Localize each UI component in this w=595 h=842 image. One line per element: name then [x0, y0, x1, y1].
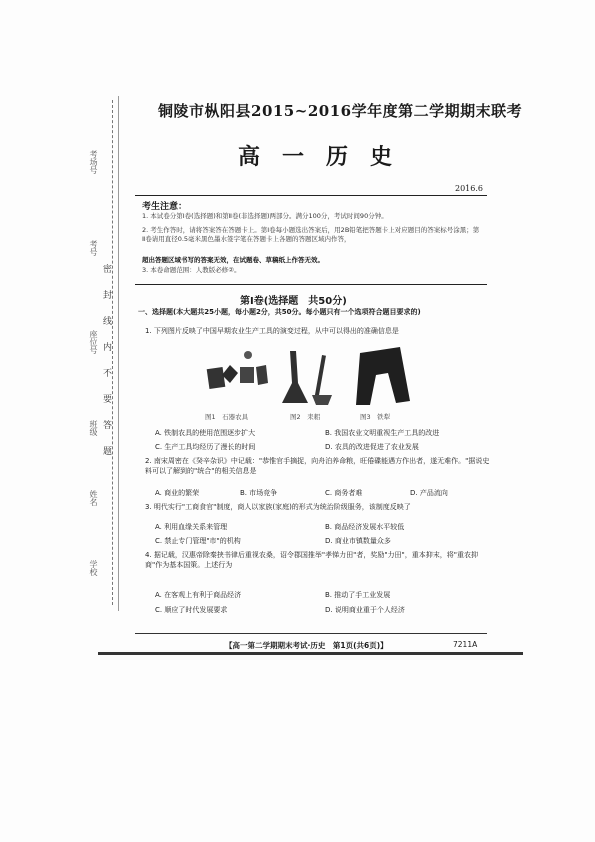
- divider: [135, 284, 487, 285]
- part-title: 第Ⅰ卷(选择题 共50分): [240, 296, 347, 307]
- answer-option: A. 利用血缘关系来管理: [155, 523, 228, 531]
- seal-char: 密: [103, 262, 112, 275]
- farming-tools-figure: [200, 343, 415, 411]
- note-item: 1. 本试卷分第Ⅰ卷(选择题)和第Ⅱ卷(非选择题)两部分。满分100分，考试时间90分钟。: [142, 212, 388, 220]
- answer-option: B. 市场竞争: [240, 489, 278, 497]
- answer-option: D. 商业市镇数量众多: [325, 537, 391, 545]
- question-stem: 1. 下列图片反映了中国早期农业生产工具的演变过程，从中可以得出的准确信息是: [145, 327, 399, 335]
- answer-option: C. 禁止专门管理"市"的机构: [155, 537, 241, 545]
- seal-char: 答: [103, 418, 112, 431]
- answer-option: A. 在客观上有利于商品经济: [155, 591, 242, 599]
- answer-option: B. 推动了手工业发展: [325, 591, 391, 599]
- exam-date: 2016.6: [455, 184, 483, 193]
- scan-edge: [98, 652, 523, 655]
- margin-label-school: 学校: [89, 560, 98, 576]
- answer-option: D. 产品流向: [410, 489, 448, 497]
- question-stem: 3. 明代实行"工商食官"制度，商人以家族(家庭)的形式为统治阶级服务，该制度反映了: [145, 503, 411, 511]
- divider: [135, 633, 487, 634]
- note-emphasis-text: 超出答题区域书写的答案无效，在试题卷、草稿纸上作答无效。: [142, 256, 324, 264]
- margin-label-exam-number: 考号: [89, 240, 98, 256]
- question-stem: 4. 据记载，汉惠帝除秦挟书律后重视农桑，诏令郡国推举"孝悌力田"者，奖励"力田"，重本抑末，将"重农抑商"作为基本国策。上述行为: [145, 551, 479, 569]
- subject-title: 高一历史: [238, 144, 415, 170]
- note-item: 3. 本卷命题范围：人教版必修②。: [142, 266, 241, 274]
- stone-tools-image: [207, 351, 268, 389]
- seal-char: 线: [103, 314, 112, 327]
- margin-label-name: 姓名: [89, 490, 98, 506]
- seal-char: 要: [103, 392, 112, 405]
- figure-caption: 图2 耒耜: [290, 413, 321, 421]
- seal-char: 封: [103, 288, 112, 301]
- margin-label-exam-room: 考场号: [89, 150, 98, 174]
- margin-label-seat-number: 座位号: [89, 330, 98, 354]
- answer-option: C. 商务者难: [325, 489, 363, 497]
- question-stem: 2. 南宋周密在《癸辛杂识》中记载："恭惟官手摘捉，向舟泊养命粮，旺倦碟能遇方作出者，遂无难作。"据说史料可以了解到的"统合"的相关信息是: [145, 457, 490, 475]
- figure-caption: 图3 铁犁: [360, 413, 391, 421]
- seal-line: [112, 100, 113, 605]
- section-intro: 一、选择题(本大题共25小题，每小题2分，共50分。每小题只有一个选项符合题目要求的): [138, 308, 421, 316]
- seal-char: 内: [103, 340, 112, 353]
- seal-char: 不: [103, 366, 112, 379]
- plow-spade-image: [282, 351, 332, 405]
- note-item: 2. 考生作答时，请将答案答在答题卡上。第Ⅰ卷每小题选出答案后，用2B铅笔把答题卡上对应题目的答案标号涂黑；第Ⅱ卷请用直径0.5毫米黑色墨水签字笔在答题卡上各题的答题区域内作答，: [142, 226, 480, 243]
- answer-option: A. 商业的繁荣: [155, 489, 200, 497]
- answer-option: C. 生产工具均经历了漫长的时间: [155, 443, 256, 451]
- page-footer: 【高一第二学期期末考试·历史 第1页(共6页)】: [225, 641, 388, 650]
- answer-option: A. 铁制农具的使用范围逐步扩大: [155, 429, 256, 437]
- notes-title: 考生注意：: [142, 202, 188, 212]
- iron-plow-image: [356, 347, 410, 405]
- figure-caption: 图1 石器农具: [205, 413, 249, 421]
- answer-option: D. 说明商业重于个人经济: [325, 606, 405, 614]
- answer-option: C. 顺应了时代发展要求: [155, 606, 228, 614]
- divider: [135, 195, 487, 196]
- answer-option: B. 商品经济发展水平较低: [325, 523, 405, 531]
- note-item-emphasis: [142, 256, 482, 265]
- answer-option: B. 我国农业文明重视生产工具的改进: [325, 429, 440, 437]
- answer-option: D. 农具的改进促进了农业发展: [325, 443, 419, 451]
- paper-code: 7211A: [453, 640, 478, 649]
- seal-char: 题: [103, 444, 112, 457]
- margin-label-class: 班级: [89, 420, 98, 436]
- exam-title: 铜陵市枞阳县2015~2016学年度第二学期期末联考: [158, 102, 523, 120]
